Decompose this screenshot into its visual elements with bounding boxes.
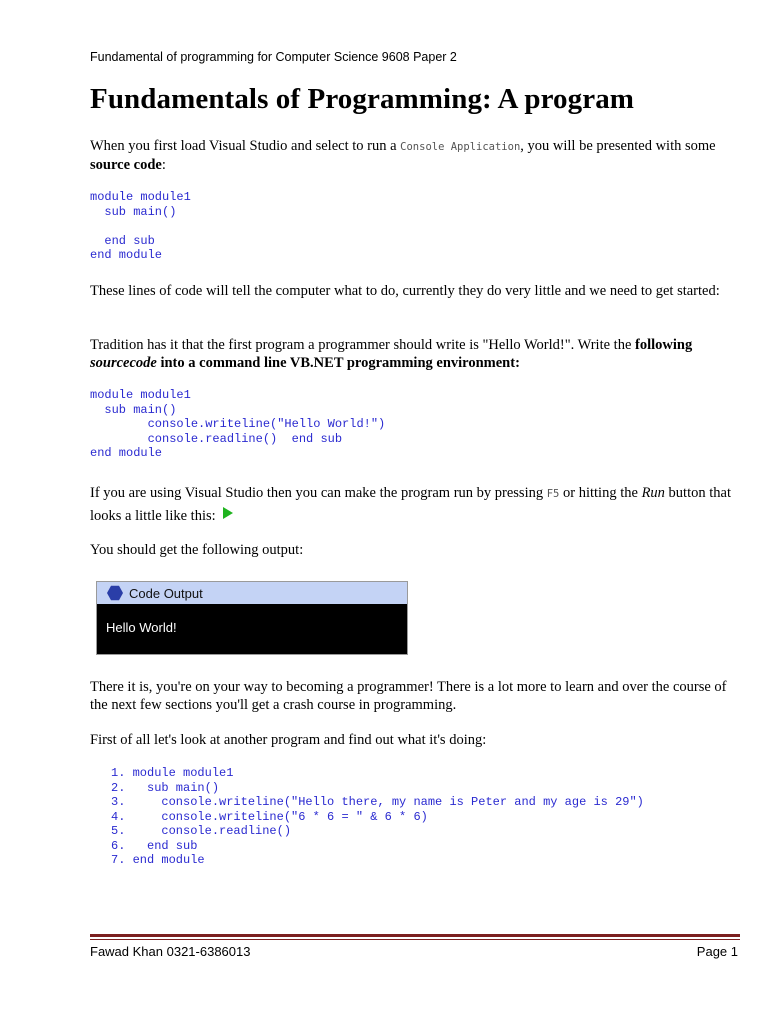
paragraph-on-your-way: There it is, you're on your way to becoming a programmer! There is a lot more to learn and over the course of the next few sections you'll get a crash course in programming. [90,679,727,713]
code-line: 3. console.writeline("Hello there, my name is Peter and my age is 29") [111,795,644,809]
code-block-numbered [111,766,644,868]
footer-author: Fawad Khan 0321-6386013 [90,944,251,959]
run-play-icon [223,507,233,519]
paragraph-lines-of-code: These lines of code will tell the computer what to do, currently they do very little and we need to get started: [90,283,720,299]
footer-divider-thin [90,939,740,940]
code-output-title: Code Output [129,585,203,601]
code-output-header [97,582,407,604]
code-line: 5. console.readline() [111,824,292,838]
inline-code-f5: F5 [546,488,560,500]
running-header: Fundamental of programming for Computer Science 9608 Paper 2 [90,50,457,64]
hexagon-icon [107,585,123,601]
footer-page-number: Page 1 [696,944,738,959]
page-title: Fundamentals of Programming: A program [90,83,635,115]
paragraph-another-program: First of all let's look at another program and find out what it's doing: [90,732,487,748]
code-block-empty-module: module module1 sub main() end sub end module [90,190,191,262]
code-line: 7. end module [111,853,205,867]
paragraph-output-intro: You should get the following output: [90,542,304,558]
code-line: 4. console.writeline("6 * 6 = " & 6 * 6) [111,809,428,824]
code-line: 1. module module1 [111,766,234,780]
bold-source-code: source code [90,157,162,173]
code-line: 2. sub main() [111,780,220,795]
footer-divider [90,934,740,937]
intro-paragraph: When you first load Visual Studio and select to run a Console Application, you will be presented with some source code: [90,138,716,173]
code-output-box [96,581,408,655]
code-output-text: Hello World! [106,620,177,635]
code-block-hello-world: module module1 sub main() console.writeline("Hello World!") console.readline() end sub end module [90,388,386,460]
code-line: 6. end sub [111,838,198,853]
inline-code-console-application: Console Application [400,141,521,153]
paragraph-tradition: Tradition has it that the first program a programmer should write is "Hello World!". Write the following sourcecode into a command line VB.NET programming environment: [90,337,693,371]
paragraph-run-program: If you are using Visual Studio then you can make the program run by pressing F5 or hitting the Run button that looks a little like this: [90,485,731,524]
